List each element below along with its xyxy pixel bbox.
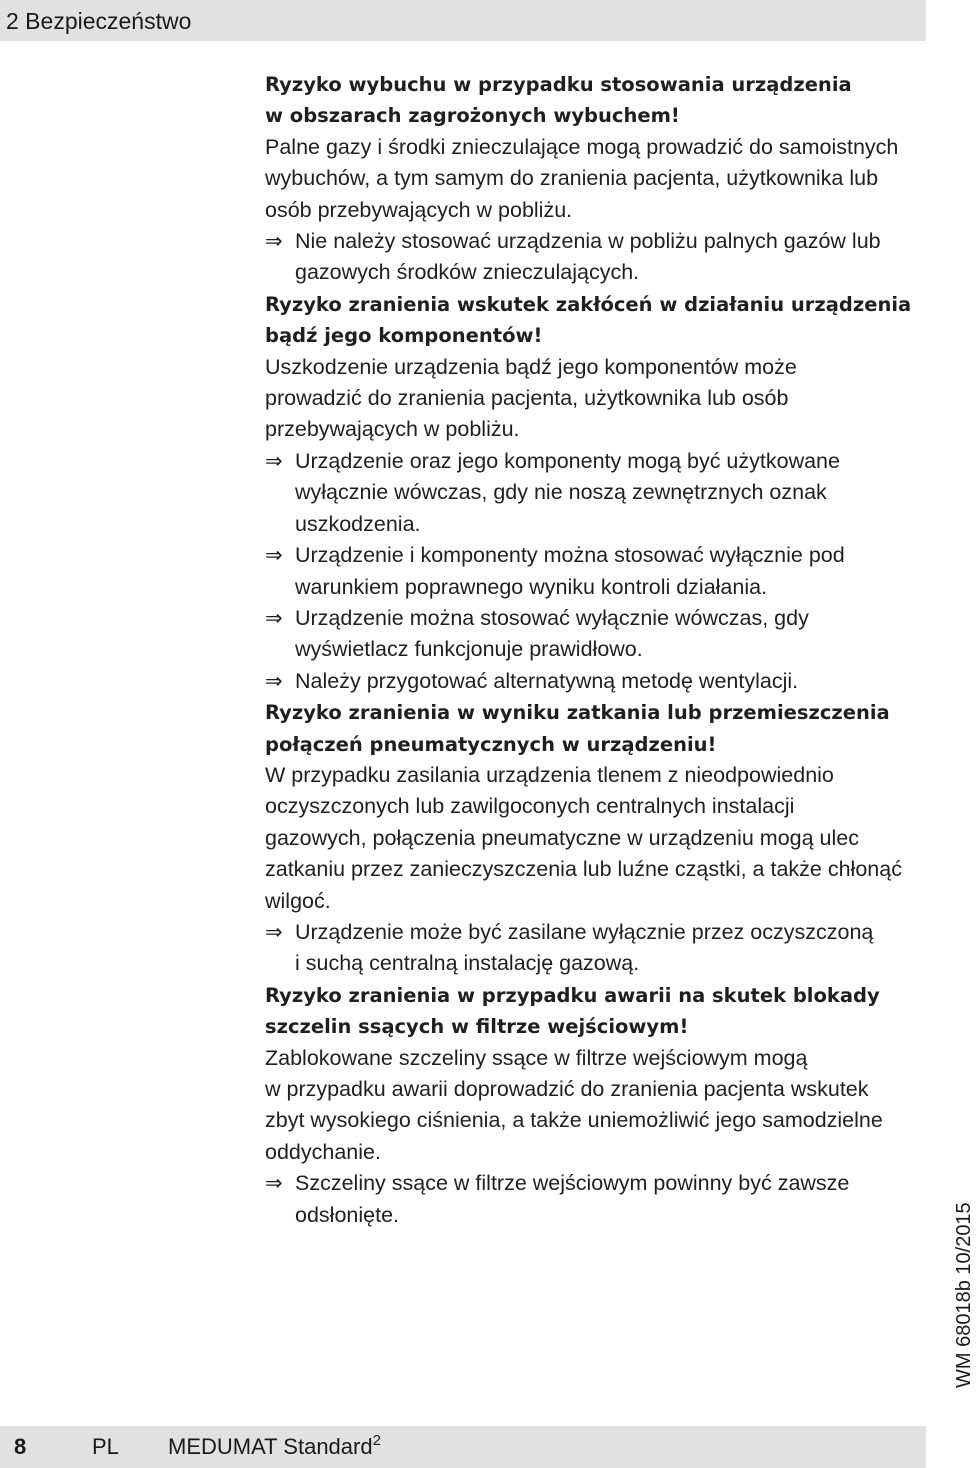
warning-body-line: zbyt wysokiego ciśnienia, a także uniemożliwić jego samodzielne — [265, 1108, 883, 1133]
action-text: Urządzenie oraz jego komponenty mogą być użytkowane — [295, 448, 840, 473]
action-text: warunkiem poprawnego wyniku kontroli działania. — [295, 574, 768, 599]
double-arrow-right-icon: ⇒ — [265, 605, 283, 630]
action-text: odsłonięte. — [295, 1202, 399, 1227]
warning-title-line: Ryzyko wybuchu w przypadku stosowania urządzenia — [265, 73, 852, 96]
action-text: Szczeliny ssące w filtrze wejściowym powinny być zawsze — [295, 1171, 850, 1196]
warning-body-line: W przypadku zasilania urządzenia tlenem z nieodpowiednio — [265, 762, 834, 787]
action-text-line — [265, 226, 935, 257]
action-item — [265, 917, 935, 980]
action-text: Urządzenie można stosować wyłącznie wówczas, gdy — [295, 605, 809, 630]
double-arrow-right-icon: ⇒ — [265, 919, 283, 944]
action-text-line — [265, 446, 935, 477]
warning-body-line: zatkaniu przez zanieczyszczenia lub luźne cząstki, a także chłonąć — [265, 857, 902, 882]
action-text-line — [265, 917, 935, 948]
warning-title-line: bądź jego komponentów! — [265, 324, 543, 348]
warning-block — [265, 980, 935, 1231]
warning-title-line: Ryzyko zranienia wskutek zakłóceń w działaniu urządzenia — [265, 292, 912, 316]
warning-body-line: oddychanie. — [265, 1139, 381, 1164]
warning-block — [265, 289, 935, 697]
product-superscript: 2 — [372, 1432, 381, 1449]
warning-body-line: w przypadku awarii doprowadzić do zranienia pacjenta wskutek — [265, 1077, 869, 1101]
double-arrow-right-icon: ⇒ — [265, 1171, 283, 1196]
action-text: uszkodzenia. — [295, 511, 421, 536]
action-text-line — [265, 477, 935, 508]
action-text: Nie należy stosować urządzenia w pobliżu palnych gazów lub — [295, 229, 881, 254]
action-text: Urządzenie i komponenty można stosować wyłącznie pod — [295, 543, 845, 568]
action-item — [265, 666, 935, 697]
action-text-line — [265, 948, 935, 979]
warning-body-line: Zablokowane szczeliny ssące w filtrze wejściowym mogą — [265, 1045, 808, 1070]
warnings-content — [265, 69, 935, 1231]
warning-title-line: szczelin ssących w filtrze wejściowym! — [265, 1015, 689, 1039]
action-text: gazowych środków znieczulających. — [295, 260, 640, 285]
warning-title-line: połączeń pneumatycznych w urządzeniu! — [265, 732, 717, 756]
warning-block — [265, 697, 935, 980]
action-item — [265, 540, 935, 603]
warning-block — [265, 69, 935, 289]
warning-body-line: przebywających w pobliżu. — [265, 417, 520, 442]
action-text-line — [265, 257, 935, 288]
action-text-line — [265, 509, 935, 540]
action-text-line — [265, 540, 935, 571]
warning-body-line: osób przebywających w pobliżu. — [265, 197, 573, 222]
document-code: WM 68018b 10/2015 — [953, 1202, 975, 1388]
double-arrow-right-icon: ⇒ — [265, 448, 283, 473]
action-text: Urządzenie może być zasilane wyłącznie przez oczyszczoną — [295, 919, 874, 944]
action-text-line — [265, 1200, 935, 1231]
action-item — [265, 1168, 935, 1231]
warning-body-line: Palne gazy i środki znieczulające mogą prowadzić do samoistnych — [265, 134, 899, 159]
section-title: 2 Bezpieczeństwo — [6, 8, 192, 34]
warning-title-line: w obszarach zagrożonych wybuchem! — [265, 104, 680, 128]
warning-body-line: wilgoć. — [265, 888, 331, 913]
action-text-line — [265, 666, 935, 697]
product-name-text: MEDUMAT Standard — [168, 1434, 373, 1459]
warning-body-line: oczyszczonych lub zawilgoconych centralnych instalacji — [265, 794, 795, 819]
warning-body-line: gazowych, połączenia pneumatyczne w urządzeniu mogą ulec — [265, 825, 859, 850]
product-name — [168, 1434, 381, 1460]
warning-body-line: wybuchów, a tym samym do zranienia pacjenta, użytkownika lub — [265, 166, 879, 191]
warning-title-line: Ryzyko zranienia w wyniku zatkania lub przemieszczenia — [265, 701, 890, 725]
section-header-bar — [0, 0, 926, 41]
action-text: wyłącznie wówczas, gdy nie noszą zewnętrznych oznak — [295, 480, 827, 505]
action-text-line — [265, 1168, 935, 1199]
action-item — [265, 603, 935, 666]
double-arrow-right-icon: ⇒ — [265, 668, 283, 693]
action-item — [265, 446, 935, 540]
page-footer — [0, 1426, 926, 1468]
warning-title-line: Ryzyko zranienia w przypadku awarii na skutek blokady — [265, 983, 880, 1007]
action-text-line — [265, 603, 935, 634]
double-arrow-right-icon: ⇒ — [265, 229, 283, 254]
language-code: PL — [92, 1434, 119, 1459]
action-text: wyświetlacz funkcjonuje prawidłowo. — [295, 637, 643, 662]
warning-body-line: Uszkodzenie urządzenia bądź jego komponentów może — [265, 354, 797, 379]
warning-body-line: prowadzić do zranienia pacjenta, użytkownika lub osób — [265, 386, 789, 411]
action-text: Należy przygotować alternatywną metodę wentylacji. — [295, 668, 799, 693]
page-number: 8 — [14, 1434, 27, 1459]
action-text-line — [265, 572, 935, 603]
action-text-line — [265, 634, 935, 665]
action-text: i suchą centralną instalację gazową. — [295, 951, 640, 976]
action-item — [265, 226, 935, 289]
double-arrow-right-icon: ⇒ — [265, 543, 283, 568]
